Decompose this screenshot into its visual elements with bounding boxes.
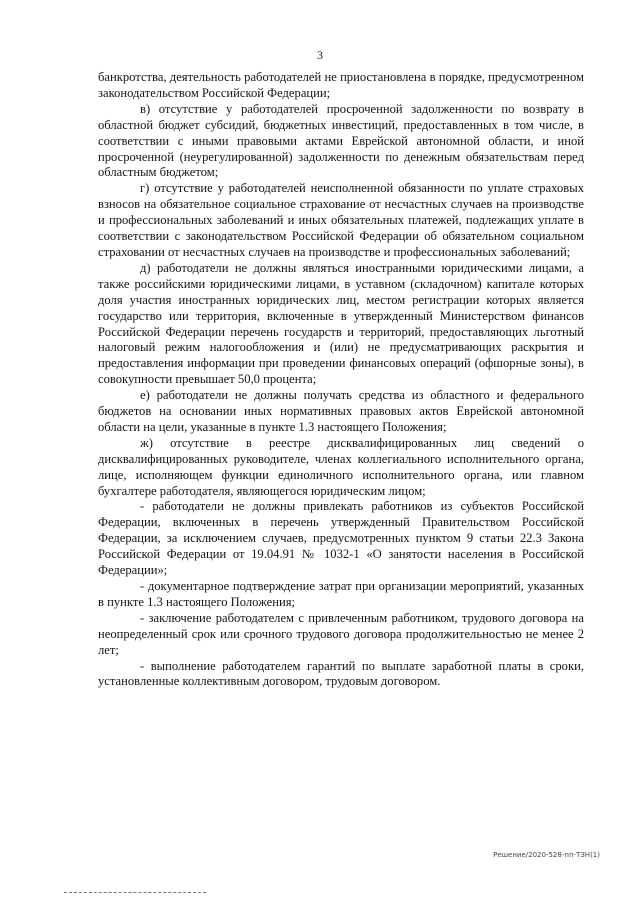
- paragraph-contract: - заключение работодателем с привлеченным работником, трудового договора на неопределенный срок или срочного трудового договора продолжительностью не менее 2 лет;: [98, 610, 584, 657]
- paragraph-v-debt: в) отсутствие у работодателей просроченной задолженности по возврату в областной бюджет субсидий, бюджетных инвестиций, предоставленных в том числе, в соответствии с иными правовыми актами Еврейской автономной области, и иной просроченной (неурегулированной) задолженности по денежным обязательствам перед областным бюджетом;: [98, 101, 584, 180]
- scan-divider: [64, 892, 206, 893]
- document-code: Решение/2020-528-пп-ТЗН(1): [493, 851, 600, 859]
- paragraph-e-budget: е) работодатели не должны получать средства из областного и федерального бюджетов на основании иных нормативных правовых актов Еврейской автономной области на цели, указанные в пункте 1.3 настоящего Положения;: [98, 388, 584, 434]
- paragraph-zh-disqualified: ж) отсутствие в реестре дисквалифицированных лиц сведений о дисквалифицированных руководителе, членах коллегиального исполнительного органа, лице, исполняющем функции единоличного исполнительного органа, или главном бухгалтере работодателя, являющегося юридическим лицом;: [98, 435, 584, 498]
- paragraph-g-insurance: г) отсутствие у работодателей неисполненной обязанности по уплате страховых взносов на обязательное социальное страхование от несчастных случаев на производстве и профессиональных заболеваний и иных обязательных платежей, подлежащих уплате в соответствии с законодательством Российской Федерации об обязательном социальном страховании от несчастных случаев на производстве и профессиональных заболеваний;: [98, 181, 584, 259]
- paragraph-d-foreign: д) работодатели не должны являться иностранными юридическими лицами, а также российскими юридическими лицами, в уставном (складочном) капитале которых доля участия иностранных юридических лиц, местом регистрации которых является государство или территория, включенные в утвержденный Министерством финансов Российской Федерации перечень государств и территорий, предоставляющих льготный налоговый режим налогообложения и (или) не предусматривающих раскрытия и предоставления информации при проведении финансовых операций (офшорные зоны), в совокупности превышает 50,0 процента;: [98, 260, 584, 387]
- page-number: 3: [317, 48, 323, 62]
- paragraph-bankruptcy: банкротства, деятельность работодателей не приостановлена в порядке, предусмотренном законодательством Российской Федерации;: [98, 70, 584, 100]
- paragraph-workers: - работодатели не должны привлекать работников из субъектов Российской Федерации, включенных в перечень утвержденный Правительством Российской Федерации, за исключением случаев, предусмотренных пунктом 9 статьи 22.3 Закона Российской Федерации от 19.04.91 № 1032-1 «О занятости населения в Российской Федерации»;: [98, 499, 584, 578]
- document-body: [98, 70, 584, 690]
- paragraph-documents: - документарное подтверждение затрат при организации мероприятий, указанных в пункте 1.3 настоящего Положения;: [98, 579, 584, 609]
- paragraph-salary: - выполнение работодателем гарантий по выплате заработной платы в сроки, установленные коллективным договором, трудовым договором.: [98, 658, 584, 689]
